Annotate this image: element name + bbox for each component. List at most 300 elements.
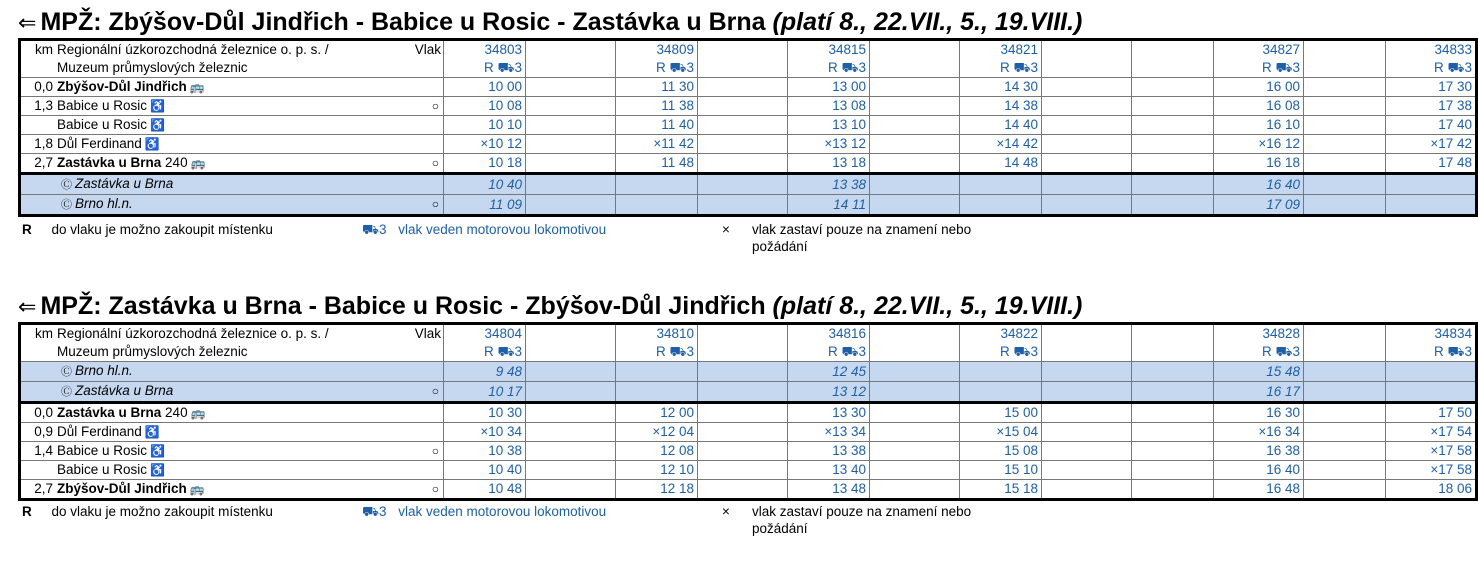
station-cell bbox=[55, 97, 444, 116]
empty-cell bbox=[1386, 195, 1477, 216]
connection-row bbox=[20, 362, 1477, 382]
empty-cell bbox=[1304, 403, 1386, 423]
empty-cell bbox=[526, 423, 616, 442]
time-cell: ×13 34 bbox=[788, 423, 870, 442]
time-cell: 34827 bbox=[1214, 40, 1304, 60]
legend-x-2 bbox=[722, 503, 972, 536]
legend-r-2 bbox=[22, 503, 273, 520]
empty-cell bbox=[1304, 195, 1386, 216]
empty-cell bbox=[526, 461, 616, 480]
empty-cell bbox=[1042, 362, 1132, 382]
wheelchair-icon: ♿ bbox=[150, 99, 165, 113]
time-cell: 10 48 bbox=[444, 480, 526, 500]
time-cell: 15 18 bbox=[960, 480, 1042, 500]
station-name: Zastávka u Brna bbox=[75, 383, 174, 398]
time-cell: ×17 58 bbox=[1386, 442, 1477, 461]
time-cell: 34822 bbox=[960, 324, 1042, 344]
direction-arrow-icon: ⇐ bbox=[18, 10, 37, 35]
station-cell bbox=[55, 480, 444, 500]
empty-cell bbox=[1132, 480, 1214, 500]
empty-cell bbox=[1132, 324, 1214, 344]
empty-cell bbox=[1304, 382, 1386, 403]
km-blank bbox=[20, 59, 56, 78]
station-name: Babice u Rosic bbox=[57, 443, 148, 458]
connection-row bbox=[20, 195, 1477, 216]
time-cell: 10 18 bbox=[444, 154, 526, 174]
time-cell: 17 38 bbox=[1386, 97, 1477, 116]
timetable bbox=[18, 322, 1478, 501]
legend-x-text1: vlak zastaví pouze na znamení nebo bbox=[752, 504, 972, 519]
station-row bbox=[20, 135, 1477, 154]
empty-cell bbox=[1042, 461, 1132, 480]
cd-logo-icon: Ⓒ bbox=[61, 179, 72, 191]
time-cell: 16 00 bbox=[1214, 78, 1304, 97]
empty-cell bbox=[1042, 59, 1132, 78]
station-name: Babice u Rosic bbox=[57, 98, 148, 113]
stop-circle-icon: ○ bbox=[431, 482, 439, 496]
time-cell: 34816 bbox=[788, 324, 870, 344]
timetable-section-2 bbox=[18, 290, 1472, 501]
empty-cell bbox=[960, 362, 1042, 382]
empty-cell bbox=[1132, 78, 1214, 97]
empty-cell bbox=[1132, 174, 1214, 195]
empty-cell bbox=[1304, 59, 1386, 78]
time-cell: 16 18 bbox=[1214, 154, 1304, 174]
empty-cell bbox=[526, 116, 616, 135]
time-cell: 15 48 bbox=[1214, 362, 1304, 382]
time-cell: 16 17 bbox=[1214, 382, 1304, 403]
validity-text: (platí 8., 22.VII., 5., 19.VIII.) bbox=[772, 8, 1083, 36]
empty-cell bbox=[1042, 97, 1132, 116]
time-cell: 12 08 bbox=[616, 442, 698, 461]
time-cell: R ⛟3 bbox=[960, 59, 1042, 78]
time-cell: 10 17 bbox=[444, 382, 526, 403]
station-name: Zastávka u Brna bbox=[57, 405, 162, 420]
empty-cell bbox=[1042, 442, 1132, 461]
stop-circle-icon: ○ bbox=[431, 444, 439, 458]
time-cell: 34834 bbox=[1386, 324, 1477, 344]
station-cell bbox=[55, 423, 444, 442]
station-cell bbox=[55, 154, 444, 174]
empty-cell bbox=[1386, 174, 1477, 195]
empty-cell bbox=[870, 78, 960, 97]
empty-cell bbox=[1304, 135, 1386, 154]
header-row-2 bbox=[20, 343, 1477, 362]
empty-cell bbox=[1304, 154, 1386, 174]
legend-loco-2 bbox=[362, 503, 606, 520]
time-cell: R ⛟3 bbox=[1386, 59, 1477, 78]
time-cell: 10 38 bbox=[444, 442, 526, 461]
time-cell: 34821 bbox=[960, 40, 1042, 60]
connection-row bbox=[20, 174, 1477, 195]
time-cell: 16 48 bbox=[1214, 480, 1304, 500]
km-cell bbox=[20, 362, 56, 382]
empty-cell bbox=[1042, 343, 1132, 362]
station-name: Zastávka u Brna bbox=[57, 155, 162, 170]
empty-cell bbox=[1042, 382, 1132, 403]
km-header: km bbox=[20, 324, 56, 344]
empty-cell bbox=[1042, 403, 1132, 423]
wheelchair-icon: ♿ bbox=[150, 118, 165, 132]
time-cell: 13 38 bbox=[788, 442, 870, 461]
empty-cell bbox=[1042, 423, 1132, 442]
station-row bbox=[20, 442, 1477, 461]
empty-cell bbox=[1042, 174, 1132, 195]
time-cell: 10 40 bbox=[444, 174, 526, 195]
km-cell: 2,7 bbox=[20, 480, 56, 500]
time-cell: 13 40 bbox=[788, 461, 870, 480]
empty-cell bbox=[1132, 135, 1214, 154]
section-title bbox=[18, 6, 1422, 38]
time-cell: R ⛟3 bbox=[788, 59, 870, 78]
train-label: Vlak bbox=[414, 42, 441, 57]
time-cell: 15 00 bbox=[960, 403, 1042, 423]
time-cell: 13 08 bbox=[788, 97, 870, 116]
empty-cell bbox=[1304, 116, 1386, 135]
empty-cell bbox=[870, 97, 960, 116]
route-title: MPŽ: Zastávka u Brna - Babice u Rosic - Zbýšov-Důl Jindřich bbox=[40, 292, 766, 320]
station-row bbox=[20, 97, 1477, 116]
time-cell: ×16 12 bbox=[1214, 135, 1304, 154]
time-cell: ×12 04 bbox=[616, 423, 698, 442]
km-cell: 1,4 bbox=[20, 442, 56, 461]
time-cell: 16 10 bbox=[1214, 116, 1304, 135]
empty-cell bbox=[1042, 78, 1132, 97]
empty-cell bbox=[698, 461, 788, 480]
time-cell: 10 00 bbox=[444, 78, 526, 97]
legend-r-text: do vlaku je možno zakoupit místenku bbox=[51, 504, 273, 519]
km-cell bbox=[20, 461, 56, 480]
empty-cell bbox=[1304, 442, 1386, 461]
validity-text: (platí 8., 22.VII., 5., 19.VIII.) bbox=[772, 292, 1083, 320]
empty-cell bbox=[870, 59, 960, 78]
cd-logo-icon: Ⓒ bbox=[61, 386, 72, 398]
time-cell: 11 09 bbox=[444, 195, 526, 216]
empty-cell bbox=[1132, 403, 1214, 423]
station-cell bbox=[55, 382, 444, 403]
legend-r-mark: R bbox=[22, 222, 32, 237]
time-cell: R ⛟3 bbox=[1214, 343, 1304, 362]
time-cell: 11 38 bbox=[616, 97, 698, 116]
time-cell: 34810 bbox=[616, 324, 698, 344]
empty-cell bbox=[698, 403, 788, 423]
empty-cell bbox=[870, 423, 960, 442]
train-label: Vlak bbox=[414, 326, 441, 341]
empty-cell bbox=[1304, 461, 1386, 480]
km-cell: 0,0 bbox=[20, 78, 56, 97]
empty-cell bbox=[526, 78, 616, 97]
station-cell bbox=[55, 195, 444, 216]
km-cell: 0,9 bbox=[20, 423, 56, 442]
station-row bbox=[20, 116, 1477, 135]
empty-cell bbox=[1132, 195, 1214, 216]
time-cell: 14 11 bbox=[788, 195, 870, 216]
time-cell: R ⛟3 bbox=[444, 59, 526, 78]
legend-x-mark: × bbox=[722, 504, 730, 519]
empty-cell bbox=[526, 442, 616, 461]
time-cell: R ⛟3 bbox=[616, 343, 698, 362]
operator-line-1 bbox=[55, 40, 444, 60]
legend-r-mark: R bbox=[22, 504, 32, 519]
station-cell bbox=[55, 442, 444, 461]
time-cell: 12 18 bbox=[616, 480, 698, 500]
table-ref: 240 bbox=[161, 155, 188, 170]
station-row bbox=[20, 78, 1477, 97]
empty-cell bbox=[526, 195, 616, 216]
time-cell: 10 10 bbox=[444, 116, 526, 135]
empty-cell bbox=[1304, 480, 1386, 500]
time-cell: ×17 42 bbox=[1386, 135, 1477, 154]
empty-cell bbox=[616, 195, 698, 216]
empty-cell bbox=[698, 362, 788, 382]
time-cell: ×17 54 bbox=[1386, 423, 1477, 442]
empty-cell bbox=[698, 343, 788, 362]
time-cell: 17 50 bbox=[1386, 403, 1477, 423]
empty-cell bbox=[526, 382, 616, 403]
empty-cell bbox=[616, 174, 698, 195]
empty-cell bbox=[698, 97, 788, 116]
timetable-section-1 bbox=[18, 6, 1472, 217]
time-cell: 13 12 bbox=[788, 382, 870, 403]
station-cell bbox=[55, 362, 444, 382]
empty-cell bbox=[1304, 40, 1386, 60]
time-cell: 14 38 bbox=[960, 97, 1042, 116]
header-row-2 bbox=[20, 59, 1477, 78]
empty-cell bbox=[526, 135, 616, 154]
time-cell: ×14 42 bbox=[960, 135, 1042, 154]
time-cell: 12 00 bbox=[616, 403, 698, 423]
time-cell: 14 48 bbox=[960, 154, 1042, 174]
cd-logo-icon: Ⓒ bbox=[61, 199, 72, 211]
empty-cell bbox=[1132, 442, 1214, 461]
empty-cell bbox=[698, 59, 788, 78]
empty-cell bbox=[1042, 324, 1132, 344]
empty-cell bbox=[1042, 40, 1132, 60]
time-cell: 34828 bbox=[1214, 324, 1304, 344]
station-row bbox=[20, 154, 1477, 174]
km-cell: 1,3 bbox=[20, 97, 56, 116]
legend-x-text2: požádání bbox=[752, 521, 808, 536]
time-cell: 16 40 bbox=[1214, 461, 1304, 480]
bus-icon: 🚌 bbox=[190, 156, 206, 170]
empty-cell bbox=[698, 442, 788, 461]
empty-cell bbox=[1042, 195, 1132, 216]
time-cell: 15 08 bbox=[960, 442, 1042, 461]
empty-cell bbox=[1304, 423, 1386, 442]
time-cell: 14 40 bbox=[960, 116, 1042, 135]
empty-cell bbox=[526, 154, 616, 174]
empty-cell bbox=[1042, 116, 1132, 135]
timetable bbox=[18, 38, 1478, 217]
station-name: Babice u Rosic bbox=[57, 462, 148, 477]
empty-cell bbox=[870, 442, 960, 461]
time-cell: ×17 58 bbox=[1386, 461, 1477, 480]
empty-cell bbox=[1386, 382, 1477, 403]
station-cell bbox=[55, 403, 444, 423]
legend-loco bbox=[362, 221, 606, 238]
operator-line-2: Muzeum průmyslových železnic bbox=[55, 343, 444, 362]
empty-cell bbox=[698, 154, 788, 174]
empty-cell bbox=[1304, 362, 1386, 382]
time-cell: 16 08 bbox=[1214, 97, 1304, 116]
station-cell bbox=[55, 78, 444, 97]
station-name: Zbýšov-Důl Jindřich bbox=[57, 481, 187, 496]
time-cell: 13 38 bbox=[788, 174, 870, 195]
empty-cell bbox=[526, 362, 616, 382]
empty-cell bbox=[526, 324, 616, 344]
time-cell: 34804 bbox=[444, 324, 526, 344]
stop-circle-icon: ○ bbox=[431, 156, 439, 170]
km-cell: 1,8 bbox=[20, 135, 56, 154]
operator-line-1 bbox=[55, 324, 444, 344]
legend-loco-text: vlak veden motorovou lokomotivou bbox=[398, 222, 607, 237]
time-cell: 11 40 bbox=[616, 116, 698, 135]
time-cell: R ⛟3 bbox=[616, 59, 698, 78]
empty-cell bbox=[1304, 324, 1386, 344]
time-cell: 12 10 bbox=[616, 461, 698, 480]
empty-cell bbox=[1132, 116, 1214, 135]
station-cell bbox=[55, 135, 444, 154]
station-name: Důl Ferdinand bbox=[57, 136, 142, 151]
time-cell: 17 30 bbox=[1386, 78, 1477, 97]
locomotive-icon: ⛟3 bbox=[362, 504, 387, 519]
connection-row bbox=[20, 382, 1477, 403]
station-cell bbox=[55, 174, 444, 195]
empty-cell bbox=[1042, 154, 1132, 174]
empty-cell bbox=[526, 480, 616, 500]
empty-cell bbox=[1042, 480, 1132, 500]
time-cell: 13 10 bbox=[788, 116, 870, 135]
empty-cell bbox=[1132, 461, 1214, 480]
wheelchair-icon: ♿ bbox=[144, 137, 160, 151]
header-row bbox=[20, 324, 1477, 344]
empty-cell bbox=[1386, 362, 1477, 382]
legend-r bbox=[22, 221, 273, 238]
time-cell: 18 06 bbox=[1386, 480, 1477, 500]
time-cell: 10 40 bbox=[444, 461, 526, 480]
locomotive-icon: ⛟3 bbox=[362, 222, 387, 237]
wheelchair-icon: ♿ bbox=[150, 463, 165, 477]
km-header: km bbox=[20, 40, 56, 60]
time-cell: R ⛟3 bbox=[960, 343, 1042, 362]
km-cell: 0,0 bbox=[20, 403, 56, 423]
empty-cell bbox=[616, 382, 698, 403]
time-cell: 11 30 bbox=[616, 78, 698, 97]
empty-cell bbox=[1132, 382, 1214, 403]
time-cell: 10 30 bbox=[444, 403, 526, 423]
time-cell: ×10 12 bbox=[444, 135, 526, 154]
time-cell: 17 09 bbox=[1214, 195, 1304, 216]
empty-cell bbox=[870, 174, 960, 195]
empty-cell bbox=[526, 403, 616, 423]
time-cell: 13 00 bbox=[788, 78, 870, 97]
empty-cell bbox=[1132, 59, 1214, 78]
station-name: Brno hl.n. bbox=[75, 196, 133, 211]
km-cell bbox=[20, 174, 56, 195]
empty-cell bbox=[698, 423, 788, 442]
stop-circle-icon: ○ bbox=[431, 99, 439, 113]
empty-cell bbox=[698, 174, 788, 195]
empty-cell bbox=[698, 116, 788, 135]
empty-cell bbox=[960, 382, 1042, 403]
time-cell: 9 48 bbox=[444, 362, 526, 382]
section-title bbox=[18, 290, 1422, 322]
empty-cell bbox=[616, 362, 698, 382]
cd-logo-icon: Ⓒ bbox=[61, 366, 72, 378]
empty-cell bbox=[870, 343, 960, 362]
empty-cell bbox=[698, 40, 788, 60]
time-cell: 34833 bbox=[1386, 40, 1477, 60]
empty-cell bbox=[698, 382, 788, 403]
time-cell: R ⛟3 bbox=[1214, 59, 1304, 78]
station-row bbox=[20, 403, 1477, 423]
station-row bbox=[20, 480, 1477, 500]
stop-circle-icon: ○ bbox=[431, 197, 439, 211]
direction-arrow-icon: ⇐ bbox=[18, 294, 37, 319]
time-cell: 34803 bbox=[444, 40, 526, 60]
legend-x-text1: vlak zastaví pouze na znamení nebo bbox=[752, 222, 972, 237]
empty-cell bbox=[698, 78, 788, 97]
time-cell: 17 48 bbox=[1386, 154, 1477, 174]
route-title: MPŽ: Zbýšov-Důl Jindřich - Babice u Rosic - Zastávka u Brna bbox=[40, 8, 766, 36]
time-cell: R ⛟3 bbox=[1386, 343, 1477, 362]
time-cell: ×11 42 bbox=[616, 135, 698, 154]
empty-cell bbox=[1304, 97, 1386, 116]
time-cell: 13 30 bbox=[788, 403, 870, 423]
bus-icon: 🚌 bbox=[189, 80, 205, 94]
time-cell: R ⛟3 bbox=[788, 343, 870, 362]
bus-icon: 🚌 bbox=[190, 406, 206, 420]
empty-cell bbox=[870, 135, 960, 154]
empty-cell bbox=[1304, 343, 1386, 362]
empty-cell bbox=[870, 480, 960, 500]
empty-cell bbox=[1132, 362, 1214, 382]
time-cell: ×15 04 bbox=[960, 423, 1042, 442]
empty-cell bbox=[870, 116, 960, 135]
time-cell: ×10 34 bbox=[444, 423, 526, 442]
time-cell: 13 48 bbox=[788, 480, 870, 500]
station-name: Brno hl.n. bbox=[75, 363, 133, 378]
station-row bbox=[20, 423, 1477, 442]
time-cell: 16 40 bbox=[1214, 174, 1304, 195]
bus-icon: 🚌 bbox=[189, 482, 205, 496]
operator-name: Regionální úzkorozchodná železnice o. p. s. / bbox=[57, 42, 329, 57]
empty-cell bbox=[526, 40, 616, 60]
legend-r-text: do vlaku je možno zakoupit místenku bbox=[51, 222, 273, 237]
km-cell: 2,7 bbox=[20, 154, 56, 174]
time-cell: 14 30 bbox=[960, 78, 1042, 97]
empty-cell bbox=[870, 154, 960, 174]
empty-cell bbox=[698, 480, 788, 500]
time-cell: 12 45 bbox=[788, 362, 870, 382]
time-cell: 16 38 bbox=[1214, 442, 1304, 461]
station-name: Zastávka u Brna bbox=[75, 176, 174, 191]
km-cell bbox=[20, 382, 56, 403]
time-cell: 10 08 bbox=[444, 97, 526, 116]
time-cell: ×13 12 bbox=[788, 135, 870, 154]
empty-cell bbox=[526, 97, 616, 116]
header-row bbox=[20, 40, 1477, 60]
empty-cell bbox=[960, 195, 1042, 216]
empty-cell bbox=[1132, 423, 1214, 442]
time-cell: 15 10 bbox=[960, 461, 1042, 480]
legend-x-text2: požádání bbox=[752, 239, 808, 254]
time-cell: 13 18 bbox=[788, 154, 870, 174]
time-cell: 34815 bbox=[788, 40, 870, 60]
station-row bbox=[20, 461, 1477, 480]
empty-cell bbox=[1132, 40, 1214, 60]
legend-loco-text: vlak veden motorovou lokomotivou bbox=[398, 504, 607, 519]
